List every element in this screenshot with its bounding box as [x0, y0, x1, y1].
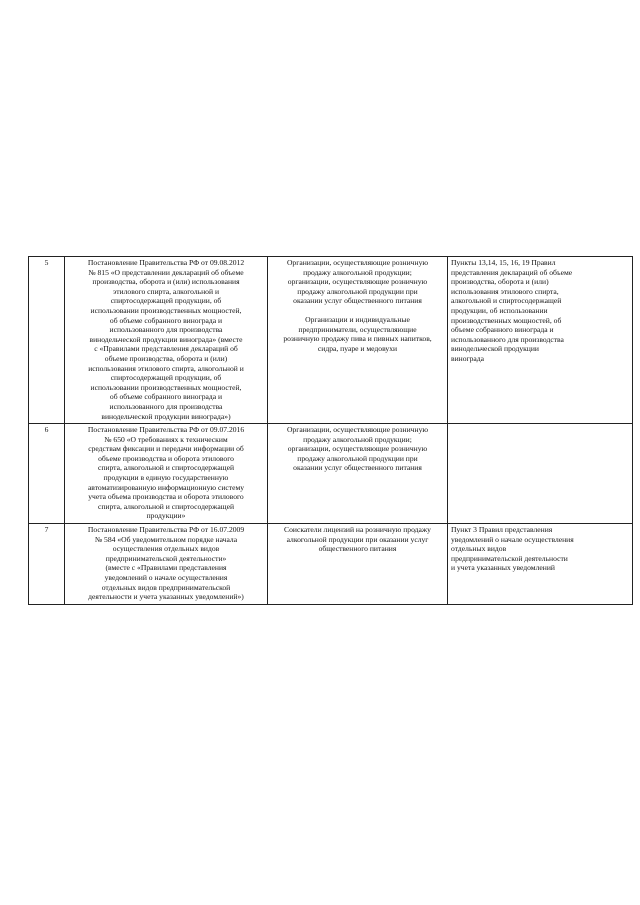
subjects-cell [268, 524, 448, 605]
legal-act-cell: Постановление Правительства РФ от 09.07.2016 № 650 «О требованиях к техническим средствам фиксации и передачи информации об объеме производства и оборота этилового спирта, алкогольной и спиртосодержащей продукции в единую государственную автоматизированную информационную систему учета объема производства и оборота этилового спирта, алкогольной и спиртосодержащей продукции» [65, 424, 268, 524]
table-row [29, 257, 633, 424]
subjects-text: Организации и индивидуальные предприниматели, осуществляющие розничную продажу пива и пивных напитков, сидра, пуаре и медовухи [283, 314, 432, 353]
table-row [29, 424, 633, 524]
legal-act-cell: Постановление Правительства РФ от 09.08.2012 № 815 «О представлении деклараций об объеме производства, оборота и (или) использования этилового спирта, алкогольной и спиртосодержащей продукции, об использовании производственных мощностей, об объеме собранного винограда и использованного для производства винодельческой продукции винограда» (вместе с «Правилами представления деклараций об объеме производства, оборота и (или) использования этилового спирта, алкогольной и спиртосодержащей продукции, об использовании производственных мощностей, об объеме собранного винограда и использованного для производства винодельческой продукции винограда») [65, 257, 268, 424]
subjects-text: Соискатели лицензий на розничную продажу алкогольной продукции при оказании услуг общественного питания [284, 525, 431, 554]
row-number-cell: 6 [29, 424, 65, 524]
row-number-cell: 7 [29, 524, 65, 605]
requirements-table [28, 256, 633, 605]
paragraph-gap [271, 306, 444, 315]
requirements-cell [448, 424, 633, 524]
table-row [29, 524, 633, 605]
subjects-text: Организации, осуществляющие розничную продажу алкогольной продукции; организации, осуществляющие розничную продажу алкогольной продукции при оказании услуг общественного питания [286, 258, 429, 306]
legal-act-cell: Постановление Правительства РФ от 16.07.2009 № 584 «Об уведомительном порядке начала осуществления отдельных видов предпринимательской деятельности» (вместе с «Правилами представления уведомлений о начале осуществления отдельных видов предпринимательской деятельности и учета указанных уведомлений») [65, 524, 268, 605]
row-number-cell: 5 [29, 257, 65, 424]
subjects-text: Организации, осуществляющие розничную продажу алкогольной продукции; организации, осуществляющие розничную продажу алкогольной продукции при оказании услуг общественного питания [286, 425, 429, 473]
requirements-cell: Пункт 3 Правил представления уведомлений о начале осуществления отдельных видов предпринимательской деятельности и учета указанных уведомлений [448, 524, 633, 605]
subjects-cell [268, 257, 448, 424]
requirements-cell: Пункты 13,14, 15, 16, 19 Правил представления деклараций об объеме производства, оборота и (или) использования этилового спирта, алкогольной и спиртосодержащей продукции, об использовании производственных мощностей, об объеме собранного винограда и использованного для производства винодельческой продукции винограда [448, 257, 633, 424]
subjects-cell [268, 424, 448, 524]
